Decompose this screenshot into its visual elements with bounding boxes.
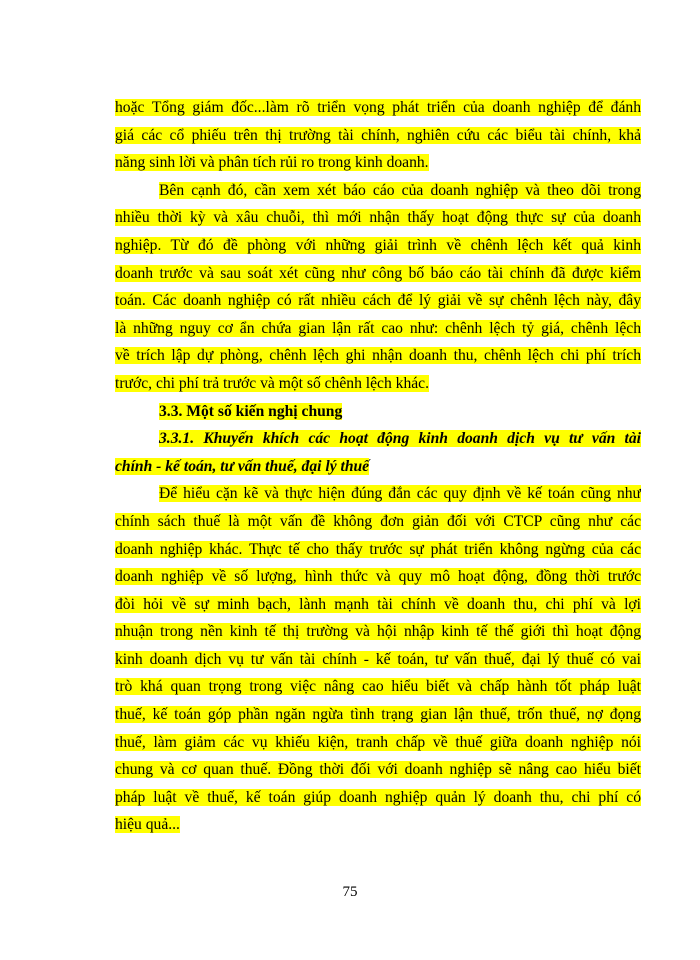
highlighted-text: chung và cơ quan thuế. Đồng thời đối với doanh nghiệp sẽ nâng cao hiểu biết	[115, 761, 641, 779]
highlighted-text: đòi hỏi về sự minh bạch, lành mạnh tài chính về doanh thu, chi phí và lợi	[115, 595, 641, 613]
text-line	[115, 508, 641, 536]
page-number: 75	[342, 884, 358, 900]
highlighted-text: hiệu quả...	[115, 816, 180, 834]
text-line	[115, 811, 641, 839]
highlighted-text: hoặc Tổng giám đốc...làm rõ triển vọng phát triển của doanh nghiệp để đánh	[115, 99, 641, 116]
text-line	[115, 287, 641, 315]
text-line	[115, 591, 641, 619]
text-line	[115, 701, 641, 729]
text-line	[115, 618, 641, 646]
highlighted-text: chính sách thuế là một vấn đề không đơn giản đối với CTCP cũng như các	[115, 512, 641, 530]
highlighted-text: thuế, làm giảm các vụ khiếu kiện, tranh chấp về thuế giữa doanh nghiệp nói	[115, 733, 641, 751]
highlighted-text: nhuận trong nền kinh tế thị trường và hội nhập kinh tế thế giới thì hoạt động	[115, 623, 641, 641]
document-page	[115, 94, 641, 839]
text-line	[115, 453, 641, 481]
text-line	[115, 673, 641, 701]
highlighted-text: thuế, kế toán góp phần ngăn ngừa tình trạng gian lận thuế, trốn thuế, nợ đọng	[115, 706, 641, 724]
highlighted-text: 3.3. Một số kiến nghị chung	[159, 402, 343, 420]
highlighted-text: là những nguy cơ ẩn chứa gian lận rất cao như: chênh lệch tỷ giá, chênh lệch	[115, 319, 641, 337]
highlighted-text: chính - kế toán, tư vấn thuế, đại lý thuế	[115, 457, 370, 475]
text-line	[115, 729, 641, 757]
text-line	[115, 398, 641, 426]
highlighted-text: năng sinh lời và phân tích rủi ro trong kinh doanh.	[115, 154, 429, 172]
highlighted-text: doanh trước và sau soát xét cũng như công bố báo cáo tài chính đã được kiểm	[115, 264, 641, 282]
highlighted-text: pháp luật về thuế, kế toán giúp doanh nghiệp quản lý doanh thu, chi phí có	[115, 788, 641, 806]
text-line	[115, 784, 641, 812]
text-line	[115, 204, 641, 232]
highlighted-text: kinh doanh dịch vụ tư vấn tài chính - kế toán, tư vấn thuế, đại lý thuế có vai	[115, 650, 641, 668]
text-line	[115, 370, 641, 398]
highlighted-text: nhiều thời kỳ và xâu chuỗi, thì mới nhận thấy hoạt động thực sự của doanh	[115, 209, 641, 227]
highlighted-text: giá các cổ phiếu trên thị trường tài chính, nghiên cứu các biểu tài chính, khả	[115, 126, 641, 144]
highlighted-text: Bên cạnh đó, cần xem xét báo cáo của doanh nghiệp và theo dõi trong	[159, 181, 641, 199]
text-line	[115, 122, 641, 150]
highlighted-text: doanh nghiệp khác. Thực tế cho thấy trước sự phát triển không ngừng của các	[115, 540, 641, 558]
text-line	[115, 149, 641, 177]
text-line	[115, 342, 641, 370]
highlighted-text: trò khá quan trọng trong việc nâng cao hiểu biết và chấp hành tốt pháp luật	[115, 678, 641, 696]
highlighted-text: trước, chi phí trả trước và một số chênh lệch khác.	[115, 374, 429, 392]
text-line	[115, 563, 641, 591]
highlighted-text: Để hiểu cặn kẽ và thực hiện đúng đắn các quy định về kế toán cũng như	[159, 485, 641, 503]
highlighted-text: nghiệp. Từ đó đề phòng với những giải trình về chênh lệch kết quả kinh	[115, 236, 641, 254]
text-line	[115, 425, 641, 453]
text-line	[115, 646, 641, 674]
text-line	[115, 315, 641, 343]
highlighted-text: doanh nghiệp về số lượng, hình thức và quy mô hoạt động, đồng thời trước	[115, 568, 641, 586]
text-line	[115, 232, 641, 260]
text-line	[115, 756, 641, 784]
text-line	[115, 260, 641, 288]
highlighted-text: về trích lập dự phòng, chênh lệch ghi nhận doanh thu, chênh lệch chi phí trích	[115, 347, 641, 365]
text-line	[115, 536, 641, 564]
text-line	[115, 94, 641, 122]
highlighted-text: toán. Các doanh nghiệp có rất nhiều cách để lý giải về sự chênh lệch này, đây	[115, 292, 641, 310]
highlighted-text: 3.3.1. Khuyến khích các hoạt động kinh doanh dịch vụ tư vấn tài	[159, 430, 641, 448]
text-line	[115, 480, 641, 508]
text-line	[115, 177, 641, 205]
